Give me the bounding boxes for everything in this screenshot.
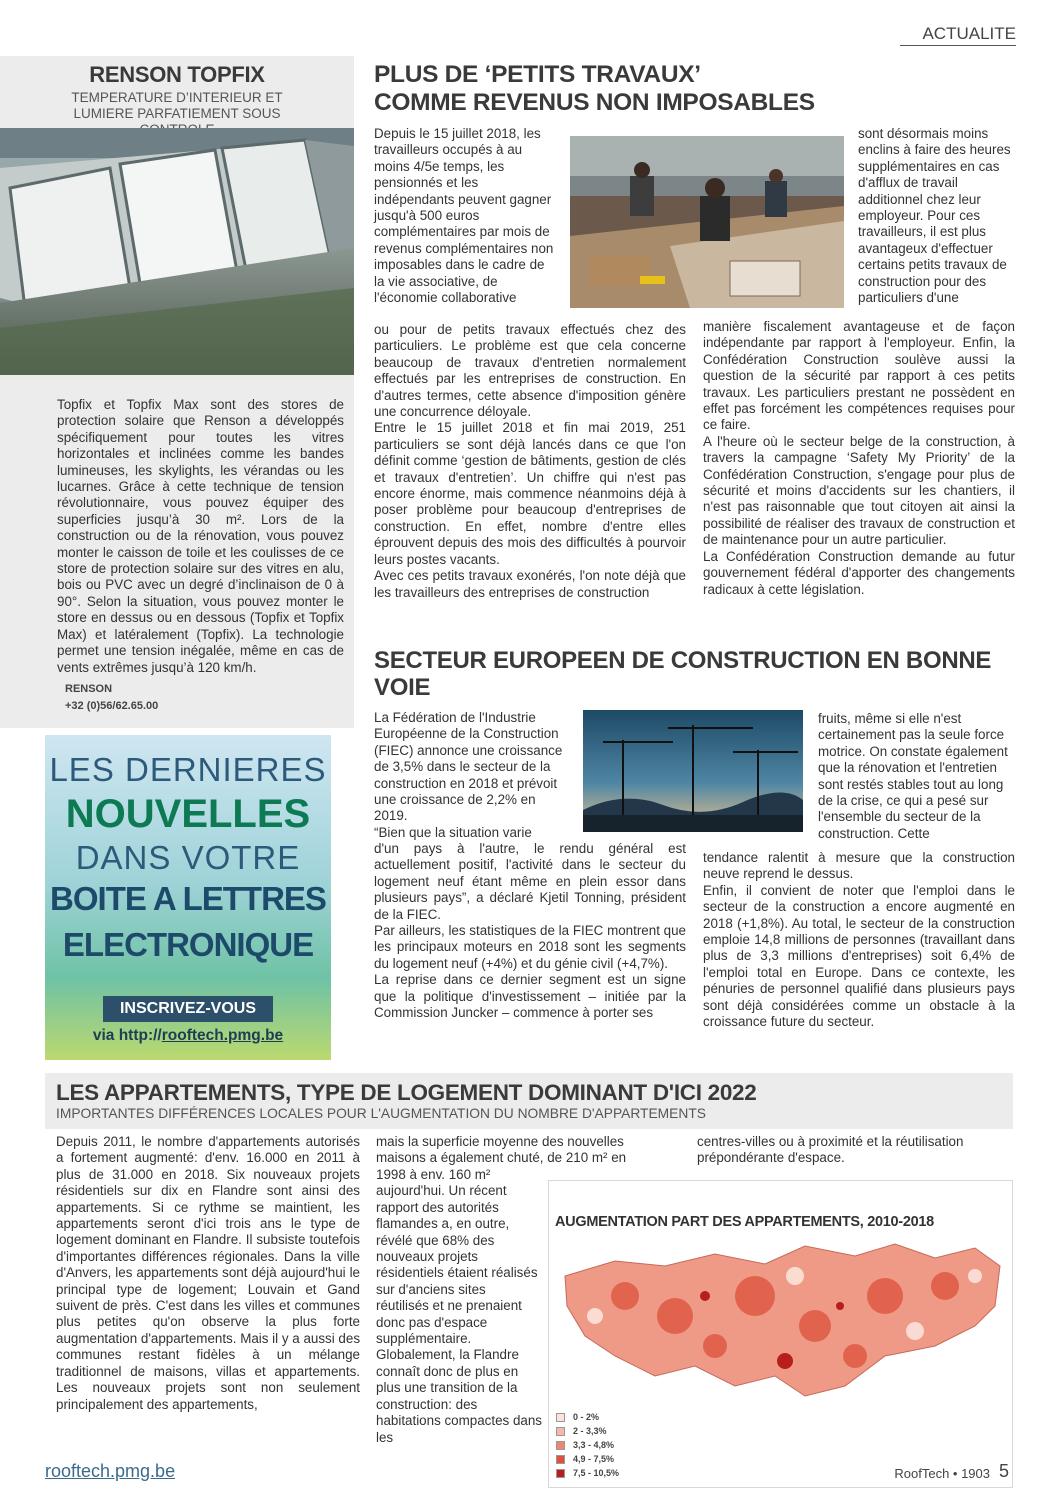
ad-line-5: ELECTRONIQUE [62,926,314,963]
article1-col2-narrow: sont désormais moins enclins à faire des heures supplémentaires en cas d'afflux de travail additionnel chez leur employeur. Pour ces travailleurs, il est plus avantageux d'effectuer certains petits travaux de construction pour des particuliers d'une [858,126,1011,306]
skylight-illustration [0,128,354,375]
map-title: AUGMENTATION PART DES APPARTEMENTS, 2010-2018 [555,1214,934,1230]
ad-line-1: LES DERNIERES [49,751,327,788]
legend-item [556,1424,676,1438]
article3-col2-narrow: 1998 à env. 160 m² aujourd'hui. Un récent rapport des autorités flamandes a, en outre, révélé que 68% des nouveaux projets résidentiels étaient réalisés sur d'anciens sites réutilisés et ne prenaient donc pas d'espace supplémentaire. Globalement, la Flandre connaît donc de plus en plus une transition de la construction: des habitations compactes dans les [376,1167,542,1445]
article3-subtitle: IMPORTANTES DIFFÉRENCES LOCALES POUR L'AUGMENTATION DU NOMBRE D'APPARTEMENTS [56,1106,706,1121]
workshop-illustration [570,136,844,308]
ad-via [45,1027,331,1045]
legend-item [556,1452,676,1466]
article1-col1-narrow: Depuis le 15 juillet 2018, les travailleurs occupés à au moins 4/5e temps, les pensionnés et les indépendants peuvent gagner jusqu'à 500 euros complémentaires par mois de revenus complémentaires non imposables dans le cadre de la vie associative, de l'économie collaborative [374,126,554,306]
legend-label: 0 - 2% [573,1412,600,1422]
article3-col1: Depuis 2011, le nombre d'appartements autorisés a fortement augmenté: d'env. 16.000 en 2011 à plus de 31.000 en 2018. Six nouveaux projets résidentiels sur dix en Flandre sont ainsi des appartements. Si ce rythme se maintient, les appartements seront d'ici trois ans le type de logement dominant en Flandre. Il subsiste toutefois d'importantes différences régionales. Dans la ville d'Anvers, les appartements sont déjà aujourd'hui le principal type de logement; Louvain et Gand suivent de près. C'est dans les villes et communes plus petites qu'on observe la plus forte augmentation d'appartements. Mais il y a aussi des communes restant fidèles à un mélange traditionnel de maisons, villas et appartements. Les nouveaux projets sont non seulement principalement des appartements, [56,1134,361,1412]
renson-body: Topfix et Topfix Max sont des stores de protection solaire que Renson a développés spécifiquement pour toutes les vitres horizontales et inclinées comme les bandes lumineuses, les skylights, les vérandas ou les lucarnes. Grâce à cette technique de tension révolutionnaire, vous pouvez équiper des superficies jusqu’à 30 m². Lors de la construction ou de la rénovation, vous pouvez monter le caisson de toile et les coulisses de ce store de protection solaire sur des vitres en alu, bois ou PVC avec un degré d’inclinaison de 0 à 90°. Selon la situation, vous pouvez monter le store en dessus ou en dessous (Topfix et Topfix Max) et latéralement (Topfix). La technologie permet une tension inégalée, même en cas de vents extrêmes jusqu’à 120 km/h. [57,397,344,675]
ad-line-3: DANS VOTRE [75,839,301,876]
flanders-map-svg [555,1236,1005,1406]
legend-label: 2 - 3,3% [573,1426,607,1436]
legend-swatch [556,1427,565,1436]
legend-swatch [556,1413,565,1422]
workshop-photo [570,136,844,308]
legend-label: 7,5 - 10,5% [573,1468,620,1478]
renson-contact-phone: +32 (0)56/62.65.00 [65,700,159,712]
ad-via-link[interactable]: rooftech.pmg.be [161,1027,284,1044]
renson-subtitle: TEMPERATURE D’INTERIEUR ET LUMIERE PARFATIEMENT SOUS [71,90,283,121]
map-legend [556,1410,676,1480]
article3-col3: centres-villes ou à proximité et la réutilisation prépondérante d'espace. [697,1134,964,1166]
article2-title-line1: SECTEUR EUROPEEN DE CONSTRUCTION EN BONNE [374,647,992,674]
renson-title: RENSON TOPFIX [89,62,265,87]
legend-label: 4,9 - 7,5% [573,1454,615,1464]
renson-contact-name: RENSON [65,683,113,695]
article1-title-line1: PLUS DE ‘PETITS TRAVAUX’ [374,61,701,88]
article1-title-line2: COMME REVENUS NON IMPOSABLES [374,89,815,116]
article1-col2-wide: manière fiscalement avantageuse et de façon indépendante par rapport à l'employeur. Enfin, la Confédération Construction soulève aussi la question de la sécurité par rapport à ces petits travaux. Les particuliers prestant ne possèdent en effet pas forcément les compétences requises pour ce faire. A l'heure où le secteur belge de la construction, à travers la campagne ‘Safety My Priority’ de la Confédération Construction, s'engage pour plus de sécurité et moins d'accidents sur les chantiers, il n'est pas raisonnable que tout citoyen ait ainsi la possibilité de réaliser des travaux de construction et de maintenance pour un autre particulier. La Confédération Construction demande au futur gouvernement fédéral d'apporter des changements radicaux à cette législation. [703,319,1015,597]
renson-photo [0,128,354,375]
footer-website[interactable]: rooftech.pmg.be [45,1461,176,1481]
article3-title: LES APPARTEMENTS, TYPE DE LOGEMENT DOMINANT D'ICI 2022 [56,1080,757,1105]
article1-col1-wide: ou pour de petits travaux effectués chez des particuliers. Le problème est que cela concerne beaucoup de travaux d'entretien normalement effectués par les entreprises de construction. En d'autres termes, cette absence d'imposition génère une concurrence déloyale. Entre le 15 juillet 2018 et fin mai 2019, 251 particuliers se sont déjà lancés dans ce que l'on définit comme ‘gestion de bâtiments, gestion de clés et travaux d'entretien’. Un chiffre qui n'est pas encore énorme, mais commence néanmoins déjà à poser problème pour beaucoup d'entreprises de construction. En effet, nombre d'entre elles éprouvent depuis des mois des difficultés à pourvoir leurs postes vacants. Avec ces petits travaux exonérés, l'on note déjà que les travailleurs des entreprises de construction [374,322,686,600]
legend-label: 3,3 - 4,8% [573,1440,615,1450]
legend-item [556,1466,676,1480]
ad-via-prefix: via http:// [92,1027,162,1044]
article2-col2-narrow: fruits, même si elle n'est certainement pas la seule force motrice. On constate également que la rénovation et l'entretien sont restés stables tout au long de la crise, ce qui a pesé sur l'ensemble du secteur de la construction. Cette [818,711,1008,841]
legend-swatch [556,1455,565,1464]
ad-subscribe-button[interactable]: INSCRIVEZ-VOUS [103,996,273,1022]
footer-page-number: 5 [999,1461,1010,1481]
footer-issue: RoofTech • 1903 [894,1466,990,1481]
ad-line-2: NOUVELLES [65,792,311,836]
article2-col1-narrow: La Fédération de l'Industrie Européenne de la Construction (FIEC) annonce une croissance de 3,5% dans le secteur de la construction en 2018 et prévoit une croissance de 2,2% en 2019. “Bien que la situation varie [374,710,563,840]
section-label: ACTUALITE [900,24,1016,46]
article2-col1-wide: d'un pays à l'autre, le rendu général est actuellement positif, l'activité dans le secteur du logement neuf étant même en plein essor dans plusieurs pays”, a déclaré Kjetil Tonning, président de la FIEC. Par ailleurs, les statistiques de la FIEC montrent que les principaux moteurs en 2018 sont les segments du logement neuf (+4%) et du génie civil (+4,7%). La reprise dans ce dernier segment est un signe que la politique d'investissement – initiée par la Commission Juncker – commence à porter ses [374,841,686,1021]
legend-swatch [556,1469,565,1478]
legend-item [556,1438,676,1452]
cranes-photo [583,710,803,832]
article2-col2-wide: tendance ralentit à mesure que la construction neuve reprend le dessus. Enfin, il convient de noter que l'emploi dans le secteur de la construction a encore augmenté en 2018 (+1,8%). Au total, le secteur de la construction emploie 14,8 millions de personnes (travaillant dans plus de 3,3 millions d'entreprises) soit 6,4% de l'emploi total en Europe. Dans ce contexte, les pénuries de personnel qualifié dans plusieurs pays sont déjà considérées comme un obstacle à la croissance future du secteur. [703,850,1015,1030]
article2-title-line2: VOIE [374,674,431,701]
legend-swatch [556,1441,565,1450]
ad-line-4: BOITE A LETTRES [50,880,326,917]
cranes-illustration [583,710,803,832]
legend-item [556,1410,676,1424]
flanders-map-shape [555,1236,1005,1406]
article3-col2-wide: mais la superficie moyenne des nouvelles maisons a également chuté, de 210 m² en [376,1134,627,1166]
